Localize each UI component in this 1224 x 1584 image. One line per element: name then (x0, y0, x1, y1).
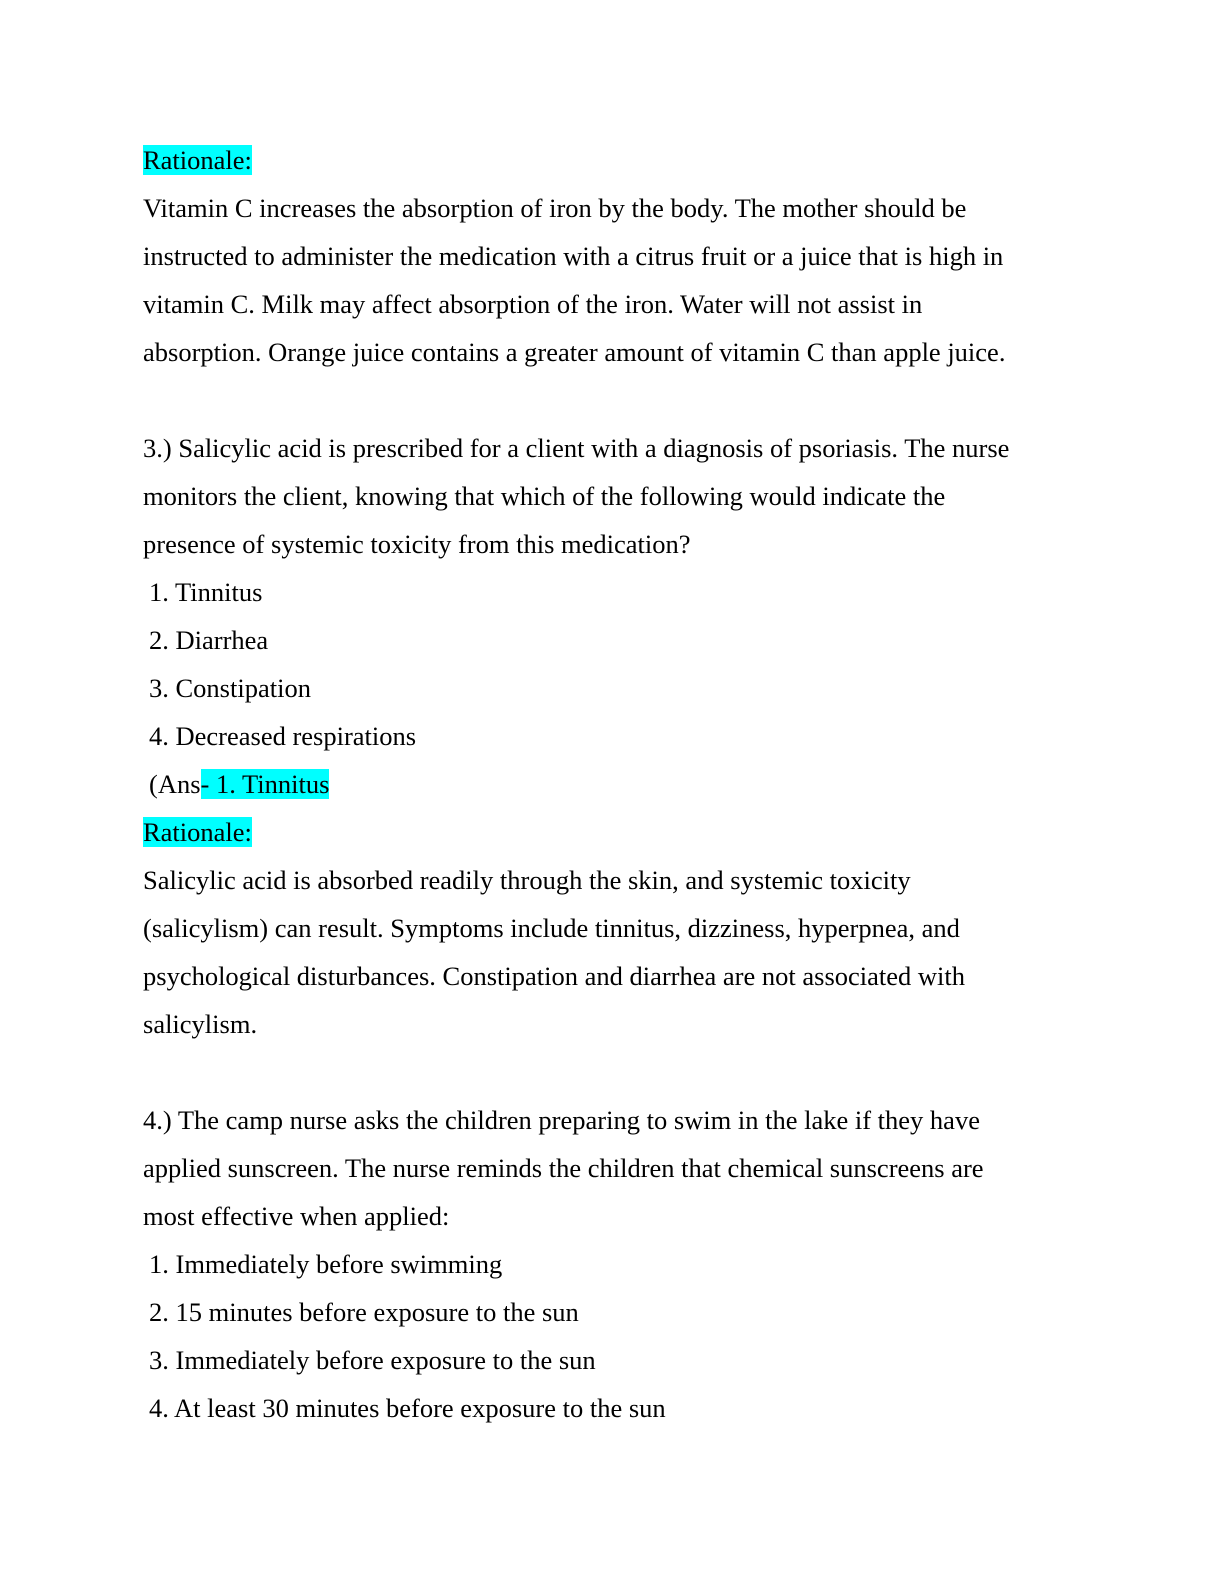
question-4-option: 3. Immediately before exposure to the sun (149, 1345, 596, 1375)
rationale-text-line: instructed to administer the medication with a citrus fruit or a juice that is high in (143, 241, 1004, 271)
answer-highlight: - 1. Tinnitus (200, 769, 330, 799)
question-4-option: 2. 15 minutes before exposure to the sun (149, 1297, 579, 1327)
question-4-text-line: most effective when applied: (143, 1201, 450, 1231)
answer-prefix: (Ans (149, 769, 201, 799)
question-3-option: 4. Decreased respirations (149, 721, 417, 751)
rationale-text-line: (salicylism) can result. Symptoms include tinnitus, dizziness, hyperpnea, and (143, 913, 960, 943)
question-4-text-line: 4.) The camp nurse asks the children preparing to swim in the lake if they have (143, 1105, 980, 1135)
rationale-text-line: Vitamin C increases the absorption of iron by the body. The mother should be (143, 193, 967, 223)
question-3-text-line: monitors the client, knowing that which of the following would indicate the (143, 481, 946, 511)
rationale-label: Rationale: (143, 817, 252, 847)
rationale-label: Rationale: (143, 145, 252, 175)
question-3-answer (143, 760, 1083, 808)
question-4-text-line: applied sunscreen. The nurse reminds the children that chemical sunscreens are (143, 1153, 984, 1183)
question-4-option: 1. Immediately before swimming (149, 1249, 503, 1279)
rationale-text-line: salicylism. (143, 1009, 258, 1039)
rationale-text-line: vitamin C. Milk may affect absorption of the iron. Water will not assist in (143, 289, 923, 319)
paragraph-spacer (143, 1048, 1083, 1096)
rationale-text-line: psychological disturbances. Constipation and diarrhea are not associated with (143, 961, 966, 991)
question-3-option: 2. Diarrhea (149, 625, 269, 655)
question-3-option: 3. Constipation (149, 673, 311, 703)
paragraph-spacer (143, 376, 1083, 424)
document-body (143, 136, 1083, 1432)
question-4-option: 4. At least 30 minutes before exposure to the sun (149, 1393, 666, 1423)
rationale-heading (143, 136, 1083, 184)
question-3-text-line: presence of systemic toxicity from this medication? (143, 529, 691, 559)
rationale-text-line: absorption. Orange juice contains a greater amount of vitamin C than apple juice. (143, 337, 1006, 367)
rationale-heading (143, 808, 1083, 856)
question-3-option: 1. Tinnitus (149, 577, 263, 607)
rationale-text-line: Salicylic acid is absorbed readily through the skin, and systemic toxicity (143, 865, 911, 895)
question-3-text-line: 3.) Salicylic acid is prescribed for a client with a diagnosis of psoriasis. The nurse (143, 433, 1010, 463)
